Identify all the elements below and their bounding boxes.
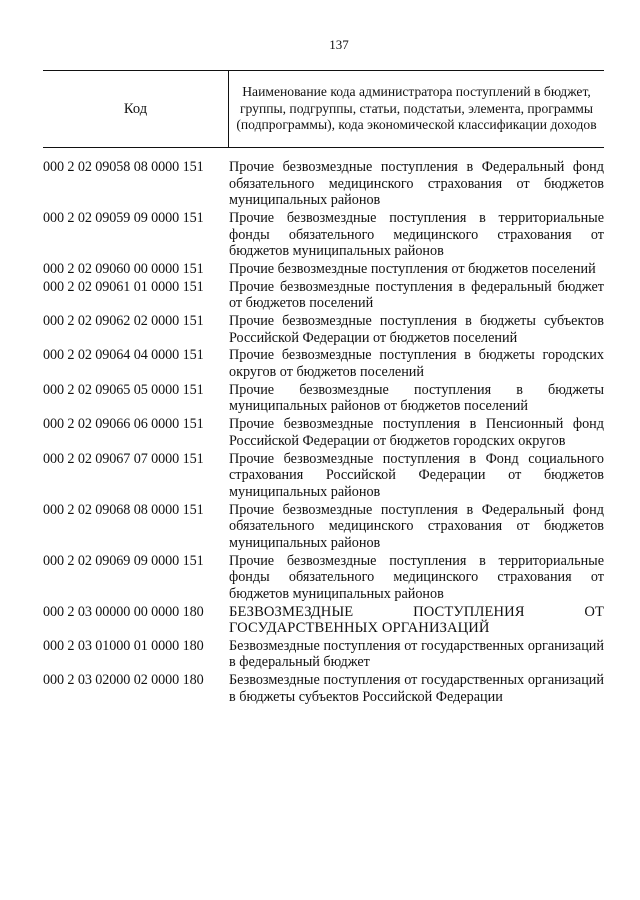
table-row — [43, 553, 604, 603]
table-row — [43, 638, 604, 671]
row-name: Прочие безвозмездные поступления в Пенсионный фонд Российской Федерации от бюджетов городских округов — [229, 416, 604, 449]
row-name: Прочие безвозмездные поступления в бюджеты муниципальных районов от бюджетов поселений — [229, 381, 604, 415]
row-name: Прочие безвозмездные поступления в территориальные фонды обязательного медицинского страхования от бюджетов муниципальных районов — [229, 209, 604, 260]
row-code: 000 2 02 09061 01 0000 151 — [43, 278, 204, 295]
row-code: 000 2 02 09058 08 0000 151 — [43, 159, 204, 175]
row-code: 000 2 02 09065 05 0000 151 — [43, 381, 204, 398]
table-row — [43, 210, 604, 260]
table-row — [43, 451, 604, 501]
header-name-label: Наименование кода администратора поступлений в бюджет, группы, подгруппы, статьи, подстатьи, элемента, программы (подпрограммы), кода экономической классификации доходов — [236, 84, 597, 133]
table-row — [43, 416, 604, 449]
row-code: 000 2 02 09059 09 0000 151 — [43, 209, 204, 226]
row-name: БЕЗВОЗМЕЗДНЫЕ ПОСТУПЛЕНИЯ ОТ ГОСУДАРСТВЕННЫХ ОРГАНИЗАЦИЙ — [229, 603, 604, 637]
row-code: 000 2 02 09068 08 0000 151 — [43, 501, 204, 518]
row-name: Прочие безвозмездные поступления в бюджеты городских округов от бюджетов поселений — [229, 347, 604, 381]
row-name: Прочие безвозмездные поступления в Фонд социального страхования Российской Федерации от бюджетов муниципальных районов — [229, 450, 604, 500]
row-code: 000 2 03 00000 00 0000 180 — [43, 603, 204, 620]
row-name: Прочие безвозмездные поступления в бюджеты субъектов Российской Федерации от бюджетов поселений — [229, 313, 604, 346]
table-row — [43, 279, 604, 312]
page-number: 137 — [329, 37, 349, 52]
table-header — [43, 70, 604, 148]
row-name: Прочие безвозмездные поступления в территориальные фонды обязательного медицинского страхования от бюджетов муниципальных районов — [229, 552, 604, 602]
row-name: Прочие безвозмездные поступления в Федеральный фонд обязательного медицинского страхования от бюджетов муниципальных районов — [229, 159, 604, 209]
row-code: 000 2 02 09067 07 0000 151 — [43, 450, 204, 467]
header-code-label: Код — [43, 71, 229, 147]
classification-table — [43, 159, 604, 707]
table-row — [43, 604, 604, 637]
table-row — [43, 261, 604, 278]
table-row — [43, 502, 604, 552]
row-code: 000 2 02 09060 00 0000 151 — [43, 260, 204, 277]
row-code: 000 2 02 09069 09 0000 151 — [43, 552, 204, 569]
row-name: Прочие безвозмездные поступления в федеральный бюджет от бюджетов поселений — [229, 278, 604, 312]
table-row — [43, 159, 604, 209]
row-name: Безвозмездные поступления от государственных организаций в бюджеты субъектов Российской Федерации — [229, 672, 604, 705]
table-row — [43, 313, 604, 346]
row-code: 000 2 02 09062 02 0000 151 — [43, 313, 204, 330]
row-code: 000 2 03 01000 01 0000 180 — [43, 637, 204, 654]
row-code: 000 2 02 09064 04 0000 151 — [43, 347, 204, 364]
table-row — [43, 382, 604, 415]
row-name: Прочие безвозмездные поступления от бюджетов поселений — [229, 260, 596, 277]
table-row — [43, 672, 604, 705]
row-name: Прочие безвозмездные поступления в Федеральный фонд обязательного медицинского страхования от бюджетов муниципальных районов — [229, 501, 604, 551]
row-name: Безвозмездные поступления от государственных организаций в федеральный бюджет — [229, 637, 604, 671]
row-code: 000 2 03 02000 02 0000 180 — [43, 672, 204, 689]
table-row — [43, 347, 604, 380]
row-code: 000 2 02 09066 06 0000 151 — [43, 416, 204, 433]
